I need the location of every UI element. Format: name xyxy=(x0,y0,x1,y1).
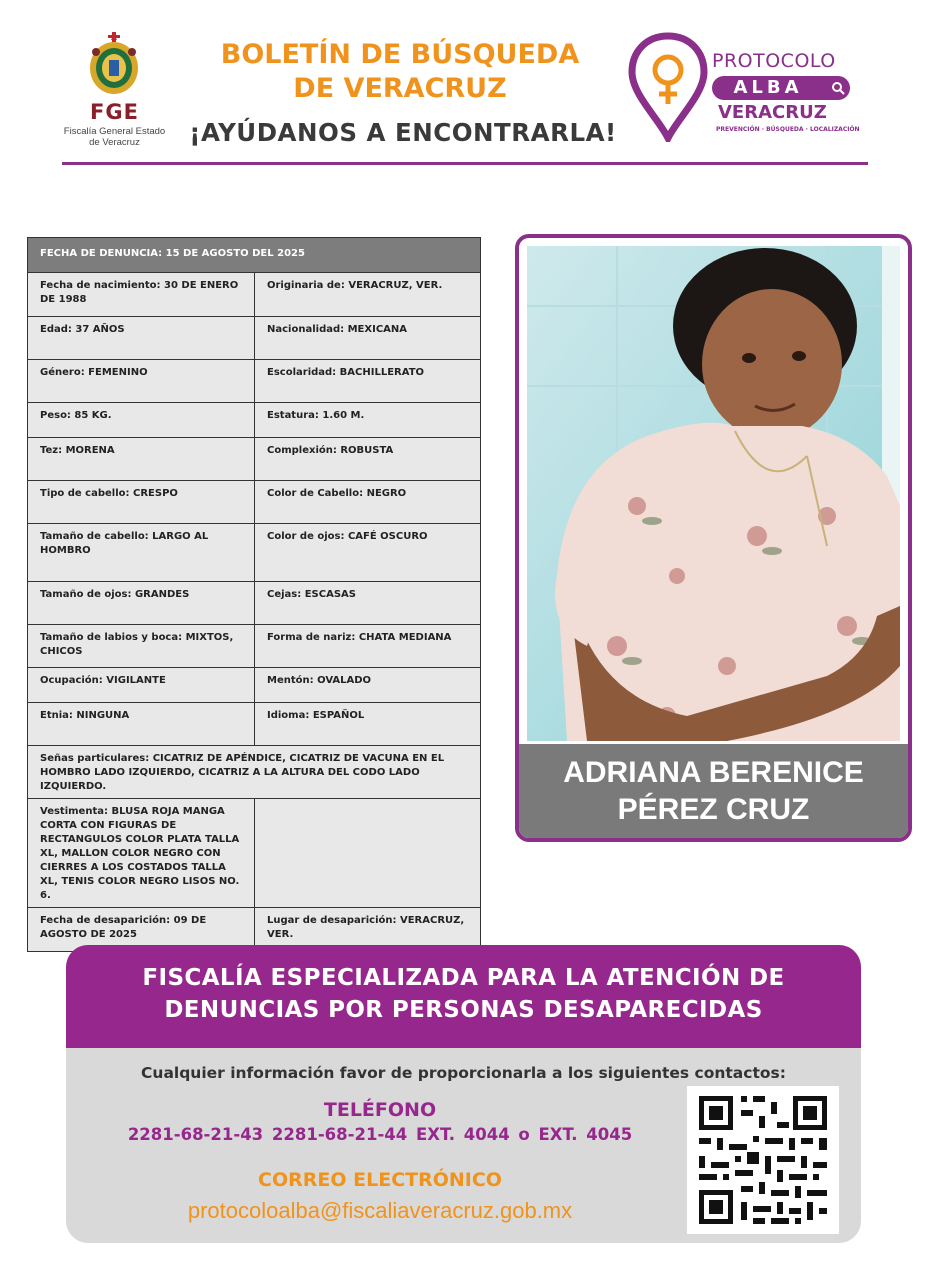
protocolo-alba-logo xyxy=(628,32,858,142)
qr-code[interactable] xyxy=(687,1086,839,1234)
table-row xyxy=(28,799,481,908)
magnifier-icon xyxy=(831,81,845,95)
language: Idioma: ESPAÑOL xyxy=(255,703,481,746)
nose-shape: Forma de nariz: CHATA MEDIANA xyxy=(255,625,481,668)
header-divider xyxy=(62,162,868,165)
hair-type: Tipo de cabello: CRESPO xyxy=(28,481,255,524)
agency-name-line1: FISCALÍA ESPECIALIZADA PARA LA ATENCIÓN DE xyxy=(142,965,785,991)
contact-intro: Cualquier información favor de proporcionarla a los siguientes contactos: xyxy=(141,1064,786,1082)
age: Edad: 37 AÑOS xyxy=(28,317,255,360)
phone-label: TELÉFONO xyxy=(323,1099,437,1121)
alba-veracruz-text: VERACRUZ xyxy=(718,102,827,123)
header xyxy=(0,0,937,170)
person-details-table xyxy=(27,237,481,952)
email-address[interactable]: protocoloalba@fiscaliaveracruz.gob.mx xyxy=(187,1198,573,1223)
denuncia-date: FECHA DE DENUNCIA: 15 DE AGOSTO DEL 2025 xyxy=(28,238,481,273)
birth-date: Fecha de nacimiento: 30 DE ENERO DE 1988 xyxy=(28,273,255,317)
eye-size: Tamaño de ojos: GRANDES xyxy=(28,582,255,625)
table-row xyxy=(28,524,481,582)
gender: Género: FEMENINO xyxy=(28,360,255,403)
fge-shield-icon xyxy=(86,32,142,96)
build: Complexión: ROBUSTA xyxy=(255,438,481,481)
person-name-band xyxy=(519,744,908,838)
bulletin-title-line2: DE VERACRUZ xyxy=(293,73,507,104)
table-row xyxy=(28,582,481,625)
table-row xyxy=(28,668,481,703)
agency-name-line2: DENUNCIAS POR PERSONAS DESAPARECIDAS xyxy=(164,997,763,1023)
eyebrows: Cejas: ESCASAS xyxy=(255,582,481,625)
table-row xyxy=(28,238,481,273)
person-name-line2: PÉREZ CRUZ xyxy=(617,793,810,826)
table-row xyxy=(28,273,481,317)
table-row xyxy=(28,438,481,481)
qr-code-icon xyxy=(687,1086,839,1234)
table-row xyxy=(28,360,481,403)
agency-banner xyxy=(66,945,861,1048)
fge-mark: FGE xyxy=(90,100,139,124)
hair-length: Tamaño de cabello: LARGO AL HOMBRO xyxy=(28,524,255,582)
nationality: Nacionalidad: MEXICANA xyxy=(255,317,481,360)
table-row xyxy=(28,625,481,668)
table-row xyxy=(28,481,481,524)
lips-mouth: Tamaño de labios y boca: MIXTOS, CHICOS xyxy=(28,625,255,668)
alba-tagline: PREVENCIÓN · BÚSQUEDA · LOCALIZACIÓN xyxy=(716,126,860,133)
table-row xyxy=(28,317,481,360)
table-row xyxy=(28,703,481,746)
person-photo-card xyxy=(515,234,912,842)
bulletin-title-line1: BOLETÍN DE BÚSQUEDA xyxy=(220,39,580,70)
alba-protocolo-text: PROTOCOLO xyxy=(712,50,836,72)
skin-tone: Tez: MORENA xyxy=(28,438,255,481)
height: Estatura: 1.60 M. xyxy=(255,403,481,438)
help-subtitle: ¡AYÚDANOS A ENCONTRARLA! xyxy=(189,118,617,147)
eye-color: Color de ojos: CAFÉ OSCURO xyxy=(255,524,481,582)
weight: Peso: 85 KG. xyxy=(28,403,255,438)
occupation: Ocupación: VIGILANTE xyxy=(28,668,255,703)
disappearance-place: Lugar de desaparición: VERACRUZ, VER. xyxy=(255,908,481,952)
table-row xyxy=(28,403,481,438)
email-label: CORREO ELECTRÓNICO xyxy=(258,1169,502,1191)
chin: Mentón: OVALADO xyxy=(255,668,481,703)
fge-subtitle: Fiscalía General Estado de Veracruz xyxy=(63,126,166,148)
agency-name xyxy=(66,962,861,1026)
bulletin-title xyxy=(180,38,620,106)
contact-panel xyxy=(66,1048,861,1243)
fge-logo xyxy=(62,28,167,153)
origin: Originaria de: VERACRUZ, VER. xyxy=(255,273,481,317)
schooling: Escolaridad: BACHILLERATO xyxy=(255,360,481,403)
alba-pill xyxy=(712,76,850,100)
ethnicity: Etnia: NINGUNA xyxy=(28,703,255,746)
person-name-line1: ADRIANA BERENICE xyxy=(563,756,864,789)
person-name xyxy=(519,754,908,828)
disappearance-date: Fecha de desaparición: 09 DE AGOSTO DE 2025 xyxy=(28,908,255,952)
phone-numbers[interactable]: 2281-68-21-43 2281-68-21-44 EXT. 4044 o EXT. 4045 xyxy=(127,1125,633,1144)
person-photo xyxy=(527,246,900,741)
hair-color: Color de Cabello: NEGRO xyxy=(255,481,481,524)
distinguishing-marks: Señas particulares: CICATRIZ DE APÉNDICE, CICATRIZ DE VACUNA EN EL HOMBRO LADO IZQUIERDO, CICATRIZ A LA ALTURA DEL CODO LADO IZQUIERDO. xyxy=(28,746,481,799)
alba-text: ALBA xyxy=(733,77,803,98)
table-row xyxy=(28,746,481,799)
location-pin-female-icon xyxy=(628,32,708,142)
empty-cell xyxy=(255,799,481,908)
person-photo-illustration xyxy=(527,246,900,741)
clothing: Vestimenta: BLUSA ROJA MANGA CORTA CON FIGURAS DE RECTANGULOS COLOR PLATA TALLA XL, MALLON COLOR NEGRO CON CIERRES A LOS COSTADOS TALLA XL, TENIS COLOR NEGRO LISOS NO. 6. xyxy=(28,799,255,908)
